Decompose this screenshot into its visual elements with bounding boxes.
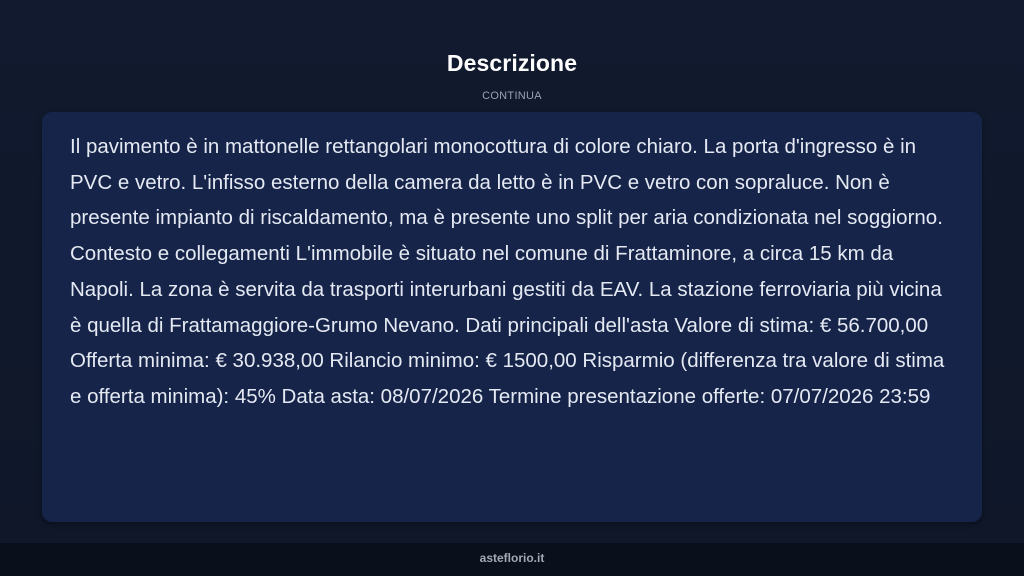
page-title: Descrizione bbox=[446, 50, 578, 76]
footer-bar bbox=[0, 543, 1024, 576]
description-text: Il pavimento è in mattonelle rettangolari monocottura di colore chiaro. La porta d'ingresso è in PVC e vetro. L'infisso esterno della camera da letto è in PVC e vetro con sopraluce. Non è presente impianto di riscaldamento, ma è presente uno split per aria condizionata nel soggiorno. Contesto e collegamenti L'immobile è situato nel comune di Frattaminore, a circa 15 km da Napoli. La zona è servita da trasporti interurbani gestiti da EAV. La stazione ferroviaria più vicina è quella di Frattamaggiore-Grumo Nevano. Dati principali dell'asta Valore di stima: € 56.700,00 Offerta minima: € 30.938,00 Rilancio minimo: € 1500,00 Risparmio (differenza tra valore di stima e offerta minima): 45% Data asta: 08/07/2026 Termine presentazione offerte: 07/07/2026 23:59 bbox=[70, 135, 945, 408]
description-card bbox=[42, 112, 982, 522]
footer-brand: asteflorio.it bbox=[479, 551, 545, 565]
continue-label: CONTINUA bbox=[482, 90, 542, 102]
